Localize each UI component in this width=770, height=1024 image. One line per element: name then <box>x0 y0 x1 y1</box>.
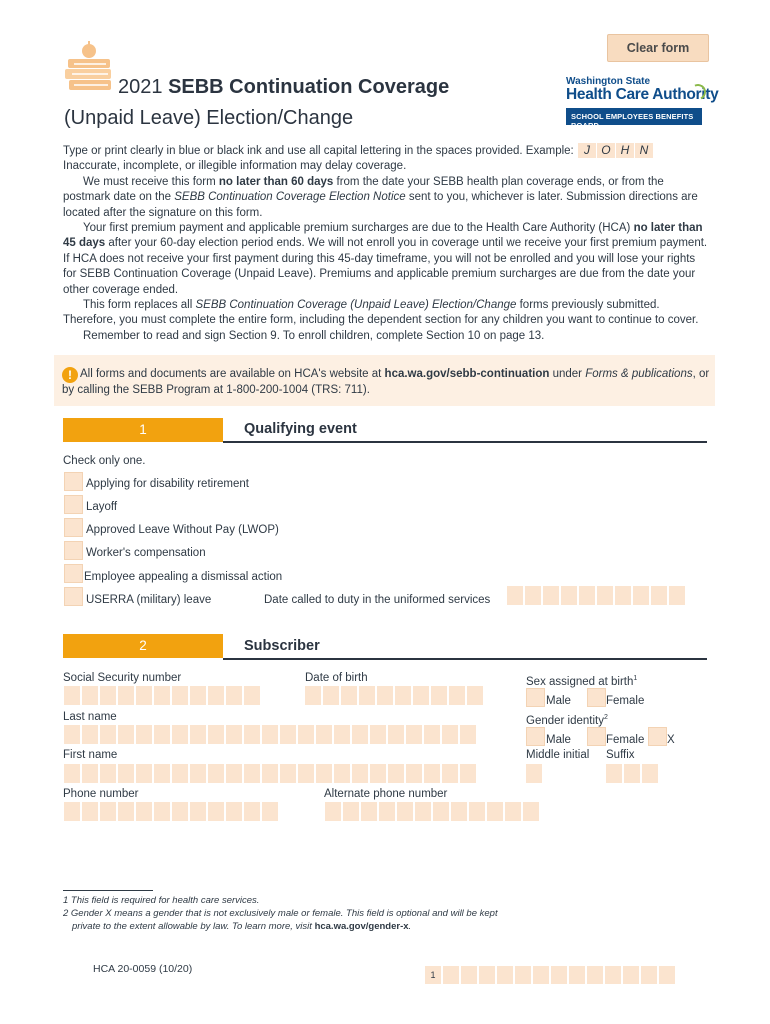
sex-female-checkbox[interactable] <box>587 688 606 707</box>
dob-field[interactable] <box>305 686 485 705</box>
gender-label: Gender identity$^2$ <box>526 714 608 727</box>
gender-x-link[interactable]: hca.wa.gov/gender-x <box>314 921 409 932</box>
checkbox-workers-comp[interactable] <box>64 541 83 560</box>
phone-label: Phone number <box>63 788 139 800</box>
duty-date-field[interactable] <box>507 586 687 605</box>
section-2-number: 2 <box>63 634 223 658</box>
option-label: Applying for disability retirement <box>86 478 249 490</box>
form-title: 2021 SEBB Continuation Coverage <box>118 76 450 98</box>
option-label: Employee appealing a dismissal action <box>84 571 283 583</box>
gender-male-checkbox[interactable] <box>526 727 545 746</box>
gender-male-label: Male <box>546 734 571 746</box>
option-label: USERRA (military) leave <box>86 594 212 606</box>
option-label: Approved Leave Without Pay (LWOP) <box>86 524 279 536</box>
logo-board-bar: SCHOOL EMPLOYEES BENEFITS BOARD <box>566 108 702 125</box>
example-letters: J O H N <box>577 145 653 157</box>
last-name-field[interactable] <box>64 725 478 744</box>
website-link[interactable]: hca.wa.gov/sebb-continuation <box>384 368 550 380</box>
dob-label: Date of birth <box>305 672 368 684</box>
section-1-divider <box>223 441 707 443</box>
first-name-label: First name <box>63 749 118 761</box>
page-number: 1 <box>425 966 443 984</box>
alt-phone-label: Alternate phone number <box>324 788 448 800</box>
middle-initial-field[interactable] <box>526 764 544 783</box>
checkbox-dismissal-appeal[interactable] <box>64 564 83 583</box>
books-apple-icon <box>64 40 114 92</box>
last-name-label: Last name <box>63 711 117 723</box>
section-2-divider <box>223 658 707 660</box>
footnote-2: 2 Gender X means a gender that is not exclusively male or female. This field is optional and will be kept <box>63 908 498 919</box>
checkbox-lwop[interactable] <box>64 518 83 537</box>
gender-x-label: X <box>667 734 675 746</box>
form-subtitle: (Unpaid Leave) Election/Change <box>64 107 354 129</box>
gender-female-checkbox[interactable] <box>587 727 606 746</box>
duty-date-label: Date called to duty in the uniformed services <box>264 594 491 606</box>
checkbox-layoff[interactable] <box>64 495 83 514</box>
ssn-field[interactable] <box>64 686 262 705</box>
footnote-1: 1 This field is required for health care services. <box>63 895 260 906</box>
section-2-title: Subscriber <box>244 638 320 654</box>
sex-female-label: Female <box>606 695 645 707</box>
form-number: HCA 20-0059 (10/20) <box>93 963 193 975</box>
sex-label: Sex assigned at birth$^1$ <box>526 675 638 688</box>
gender-x-checkbox[interactable] <box>648 727 667 746</box>
option-label: Worker's compensation <box>86 547 206 559</box>
section-1-number: 1 <box>63 418 223 442</box>
checkbox-userra[interactable] <box>64 587 83 606</box>
footnote-rule <box>63 890 153 891</box>
middle-initial-label: Middle initial <box>526 749 590 761</box>
website-notice: ! All forms and documents are available on HCA's website at hca.wa.gov/sebb-continuation under Forms & publications, or by calling the SEBB Program at 1-800-200-1004 (TRS: 711). <box>54 355 715 406</box>
intro-text: Type or print clearly in blue or black ink and use all capital lettering in the spaces provided. Example: J O H N Inaccurate, incomplete, or illegible information may delay coverage. We must receive this form no later than 60 days from the date your SEBB health plan coverage ends, or from the postmark date on the SEBB Continuation Coverage Election Notice sent to you, whichever is later. Submission directions are located after the signature on this form. Your first premium payment and applicable premium surcharges are due to the Health Care Authority (HCA) no later than 45 days after your 60-day election period ends. We will not enroll you in coverage until we receive your first premium payment. If HCA does not receive your first payment during this 45-day timeframe, you will not be enrolled and you will lose your rights for SEBB Continuation Coverage (Unpaid Leave). Premiums and applicable premium surcharges are due from the date your other coverage ended. This form replaces all SEBB Continuation Coverage (Unpaid Leave) Election/Change forms previously submitted. Therefore, you must complete the entire form, including the dependent section for any children you want to continue to cover. Remember to read and sign Section 9. To enroll children, complete Section 10 on page 13. <box>63 143 708 342</box>
logo-state: Washington State <box>566 76 651 87</box>
clear-form-button[interactable]: Clear form <box>607 34 709 62</box>
logo-hca: Health Care Authority <box>566 86 719 103</box>
section-1-title: Qualifying event <box>244 421 357 437</box>
check-one-instruction: Check only one. <box>63 455 146 467</box>
suffix-label: Suffix <box>606 749 635 761</box>
alert-icon: ! <box>62 367 78 383</box>
suffix-field[interactable] <box>606 764 660 783</box>
sex-male-label: Male <box>546 695 571 707</box>
option-label: Layoff <box>86 501 118 513</box>
gender-female-label: Female <box>606 734 645 746</box>
phone-field[interactable] <box>64 802 280 821</box>
page-number-bar <box>425 966 677 984</box>
ssn-label: Social Security number <box>63 672 182 684</box>
checkbox-disability-retirement[interactable] <box>64 472 83 491</box>
footnote-2-cont: private to the extent allowable by law. To learn more, visit hca.wa.gov/gender-x. <box>72 921 412 932</box>
sex-male-checkbox[interactable] <box>526 688 545 707</box>
first-name-field[interactable] <box>64 764 478 783</box>
alt-phone-field[interactable] <box>325 802 541 821</box>
